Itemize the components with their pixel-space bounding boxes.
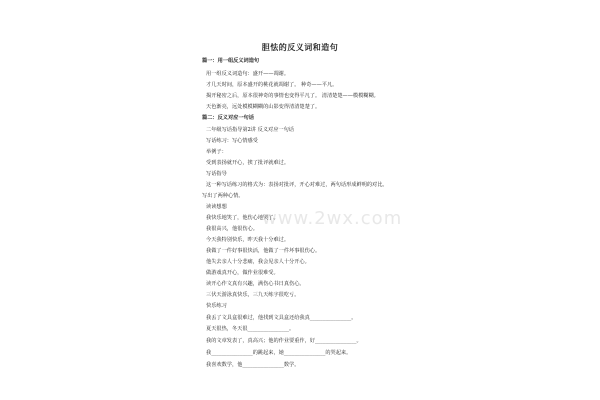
text-line: 读读想想 xyxy=(206,204,227,210)
watermark: www.2wx.com xyxy=(262,208,403,229)
text-line: 我________________的跳起来，她________________的哭起来。 xyxy=(206,350,352,356)
text-line: 做游戏真开心，做作业很难受。 xyxy=(206,270,279,276)
text-line: 用一组反义词造句：盛开——凋谢。 xyxy=(206,71,290,77)
text-line: 举例子： xyxy=(206,149,227,155)
text-line: 二年级写话指导第2讲 反义对应一句话 xyxy=(206,127,294,133)
text-line: 夏天很热，冬天很________________。 xyxy=(206,326,295,332)
text-line: 天色渐亮，远处模模糊糊的山影变得清清楚楚了。 xyxy=(206,104,321,110)
text-line: 受到表扬就开心，挨了批评就难过。 xyxy=(206,160,290,166)
text-line: 这一种写话练习的格式为：表扬对批评，开心对难过，两句话形成鲜明的对比。 xyxy=(206,182,388,188)
text-line: 写话练习：写心情感受 xyxy=(206,138,258,144)
text-line: 写出了两种心情。 xyxy=(202,193,244,199)
text-line: 我快乐地笑了，他伤心地哭了。 xyxy=(206,215,279,221)
text-line: 才几天时间，原本盛开的桃花就凋谢了。 种奇——平凡。 xyxy=(206,82,338,88)
text-line: 三伏天游泳真快乐，三九天练字很吃亏。 xyxy=(206,292,300,298)
text-line: 读开心作文真有兴趣，满伤心书日真伤心。 xyxy=(206,281,305,287)
document-title: 胆怯的反义词和造句 xyxy=(261,43,339,52)
text-line: 揭开秘密之后，原本很神奇的事情也变得平凡了。 清清楚楚——模模糊糊。 xyxy=(206,93,379,99)
text-line: 我丢了文具盒很难过，他找到文具盒还给我真________________。 xyxy=(206,315,357,321)
text-line: 我喜欢数学，他________________数学。 xyxy=(206,362,300,368)
text-line: 他失去亲人十分悲痛，我会见亲人十分开心。 xyxy=(206,259,310,265)
text-line: 我很高兴，他很伤心。 xyxy=(206,226,258,232)
text-line: 我做了一件好事很快活，他做了一件坏事很伤心。 xyxy=(206,248,321,254)
text-line: 今天我特别快乐，昨天我十分难过。 xyxy=(206,237,290,243)
text-line: 我的文章发表了，真高兴；他的作业要重作，好________________。 xyxy=(206,338,362,344)
text-line: 写话指导 xyxy=(206,171,227,177)
section-heading: 篇二：反义对应一句话 xyxy=(202,115,254,121)
section-heading: 篇一：用一组反义词造句 xyxy=(202,58,260,64)
text-line: 快乐练习 xyxy=(206,303,227,309)
